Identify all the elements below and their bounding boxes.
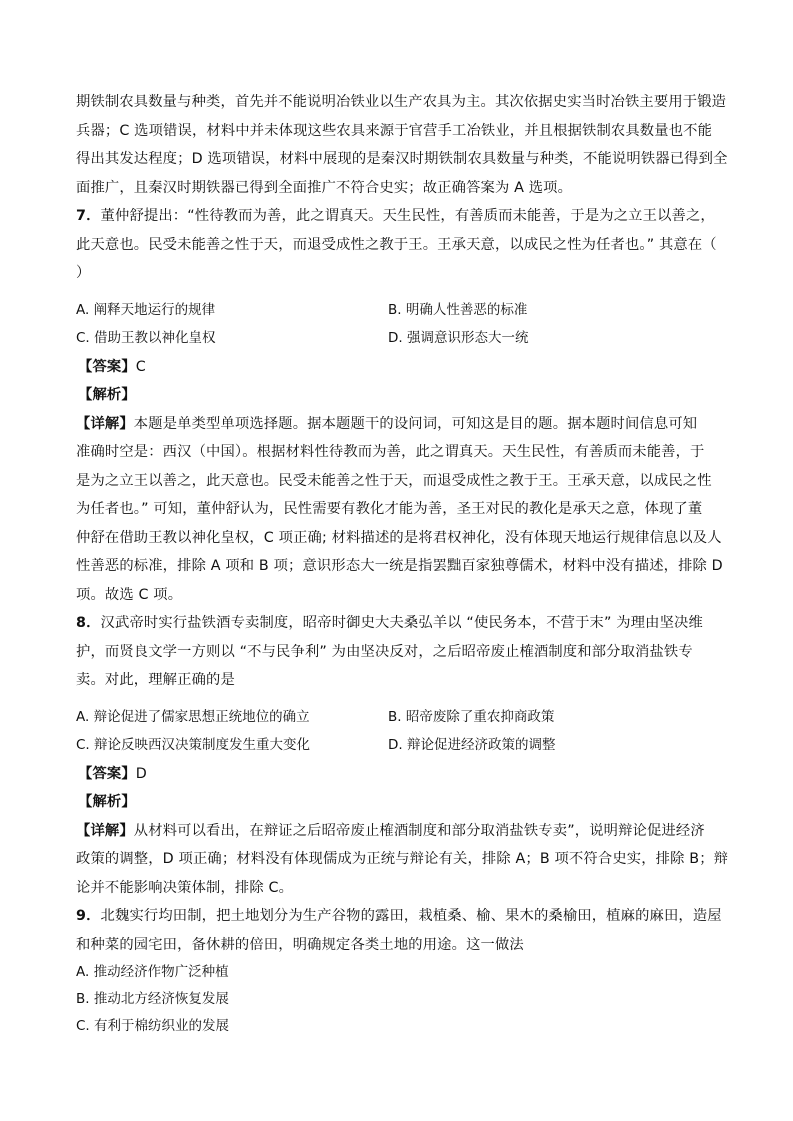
intro-line: 期铁制农具数量与种类，首先并不能说明冶铁业以生产农具为主。其次依据史实当时冶铁主要用于锻造 [76, 94, 727, 110]
answer-value: D [135, 765, 147, 782]
q7-detail-text: 本题是单类型单项选择题。据本题题干的设问词，可知这是目的题。据本题时间信息可知 [133, 415, 698, 432]
analysis-label: 【解析】 [78, 794, 136, 810]
answer-value: C [135, 358, 146, 375]
q7-option-a: A. 阐释天地运行的规律 [76, 301, 216, 318]
q8-number: 8． [76, 615, 101, 631]
q9-option-a: A. 推动经济作物广泛种植 [76, 964, 229, 980]
q9-stem-line: 和种菜的园宅田，备休耕的倍田，明确规定各类土地的用途。这一做法 [76, 936, 524, 953]
q8-stem-line: 护，而贤良文学一方则以 “不与民争利” 为由坚决反对，之后昭帝废止榷酒制度和部分取消盐铁专 [76, 643, 693, 660]
q8-option-d: D. 辩论促进经济政策的调整 [388, 737, 556, 753]
q7-detail-line: 为任者也。” 可知，董仲舒认为，民性需要有教化才能为善，圣王对民的教化是承天之意，体现了董 [76, 501, 703, 517]
q8-detail-line: 论并不能影响决策体制，排除 C。 [76, 879, 294, 896]
q9-stem-text: 北魏实行均田制，把土地划分为生产谷物的露田，栽植桑、榆、果木的桑榆田，植麻的麻田，造屋 [100, 908, 722, 924]
q7-option-b: B. 明确人性善恶的标准 [388, 301, 528, 318]
q9-option-c: C. 有利于棉纺织业的发展 [76, 1018, 230, 1034]
q9-option-b: B. 推动北方经济恢复发展 [76, 991, 229, 1007]
q8-options-row [76, 731, 716, 760]
q7-option-d: D. 强调意识形态大一统 [388, 330, 529, 346]
q8-detail-text: 从材料可以看出，在辩证之后昭帝废止榷酒制度和部分取消盐铁专卖”，说明辩论促进经济 [133, 822, 705, 839]
q8-answer [76, 760, 716, 789]
q8-option-b: B. 昭帝废除了重农抑商政策 [388, 708, 555, 725]
intro-line: 得出其发达程度；D 选项错误，材料中展现的是秦汉时期铁制农具数量与种类，不能说明铁器已得到全 [76, 151, 728, 167]
detail-label: 【详解】 [76, 415, 134, 432]
answer-label: 【答案】 [78, 765, 136, 782]
q7-options-row [76, 296, 716, 325]
q7-number: 7． [76, 208, 101, 224]
intro-line: 面推广，且秦汉时期铁器已得到全面推广不符合史实；故正确答案为 A 选项。 [76, 179, 573, 196]
q8-detail-line [76, 817, 716, 846]
document-page [76, 88, 729, 1040]
q7-answer [76, 353, 716, 382]
q7-options-row [76, 324, 716, 353]
q7-detail-line: 仲舒在借助王教以神化皇权，C 项正确; 材料描述的是将君权神化，没有体现天地运行规律信息以及人 [76, 529, 722, 546]
q7-stem-line [76, 202, 716, 231]
intro-line: 兵器；C 选项错误，材料中并未体现这些农具来源于官营手工冶铁业，并且根据铁制农具数量也不能 [76, 122, 713, 139]
q7-detail-line [76, 410, 716, 439]
q8-analysis [76, 788, 716, 817]
q8-stem-line [76, 609, 716, 638]
q8-option-c: C. 辩论反映西汉决策制度发生重大变化 [76, 737, 311, 753]
q7-analysis [76, 381, 716, 410]
q8-options-row [76, 703, 716, 732]
q7-detail-line: 是为之立王以善之，此天意也。民受未能善之性于天，而退受成性之教于王。王承天意，以成民之性 [76, 472, 712, 489]
q7-detail-line: 准确时空是：西汉（中国）。根据材料性待教而为善，此之谓真天。天生民性，有善质而未能善，于 [76, 444, 705, 460]
q7-stem-line: ） [76, 265, 91, 281]
q8-detail-line: 政策的调整，D 项正确；材料没有体现儒成为正统与辩论有关，排除 A；B 项不符合史实，排除 B；辩 [76, 851, 729, 867]
analysis-label: 【解析】 [78, 387, 136, 403]
q7-stem-text: 董仲舒提出：“性待教而为善，此之谓真天。天生民性，有善质而未能善，于是为之立王以善之， [100, 208, 715, 224]
answer-label: 【答案】 [78, 358, 136, 375]
detail-label: 【详解】 [76, 822, 134, 839]
q9-stem-line [76, 902, 722, 931]
q7-option-c: C. 借助王教以神化皇权 [76, 330, 216, 346]
q7-detail-line: 项。故选 C 项。 [76, 586, 183, 603]
q8-option-a: A. 辩论促进了儒家思想正统地位的确立 [76, 708, 310, 725]
q9-number: 9． [76, 908, 101, 924]
q8-stem-text: 汉武帝时实行盐铁酒专卖制度，昭帝时御史大夫桑弘羊以 “使民务本，不营于末” 为理由坚决维 [100, 615, 703, 631]
q7-detail-line: 性善恶的标准，排除 A 项和 B 项；意识形态大一统是指罢黜百家独尊儒术，材料中没有描述，排除 D [76, 558, 723, 574]
q7-stem-line: 此天意也。民受未能善之性于天，而退受成性之教于王。王承天意，以成民之性为任者也。” 其意在（ [76, 236, 717, 253]
q8-stem-line: 卖。对此，理解正确的是 [76, 672, 235, 688]
